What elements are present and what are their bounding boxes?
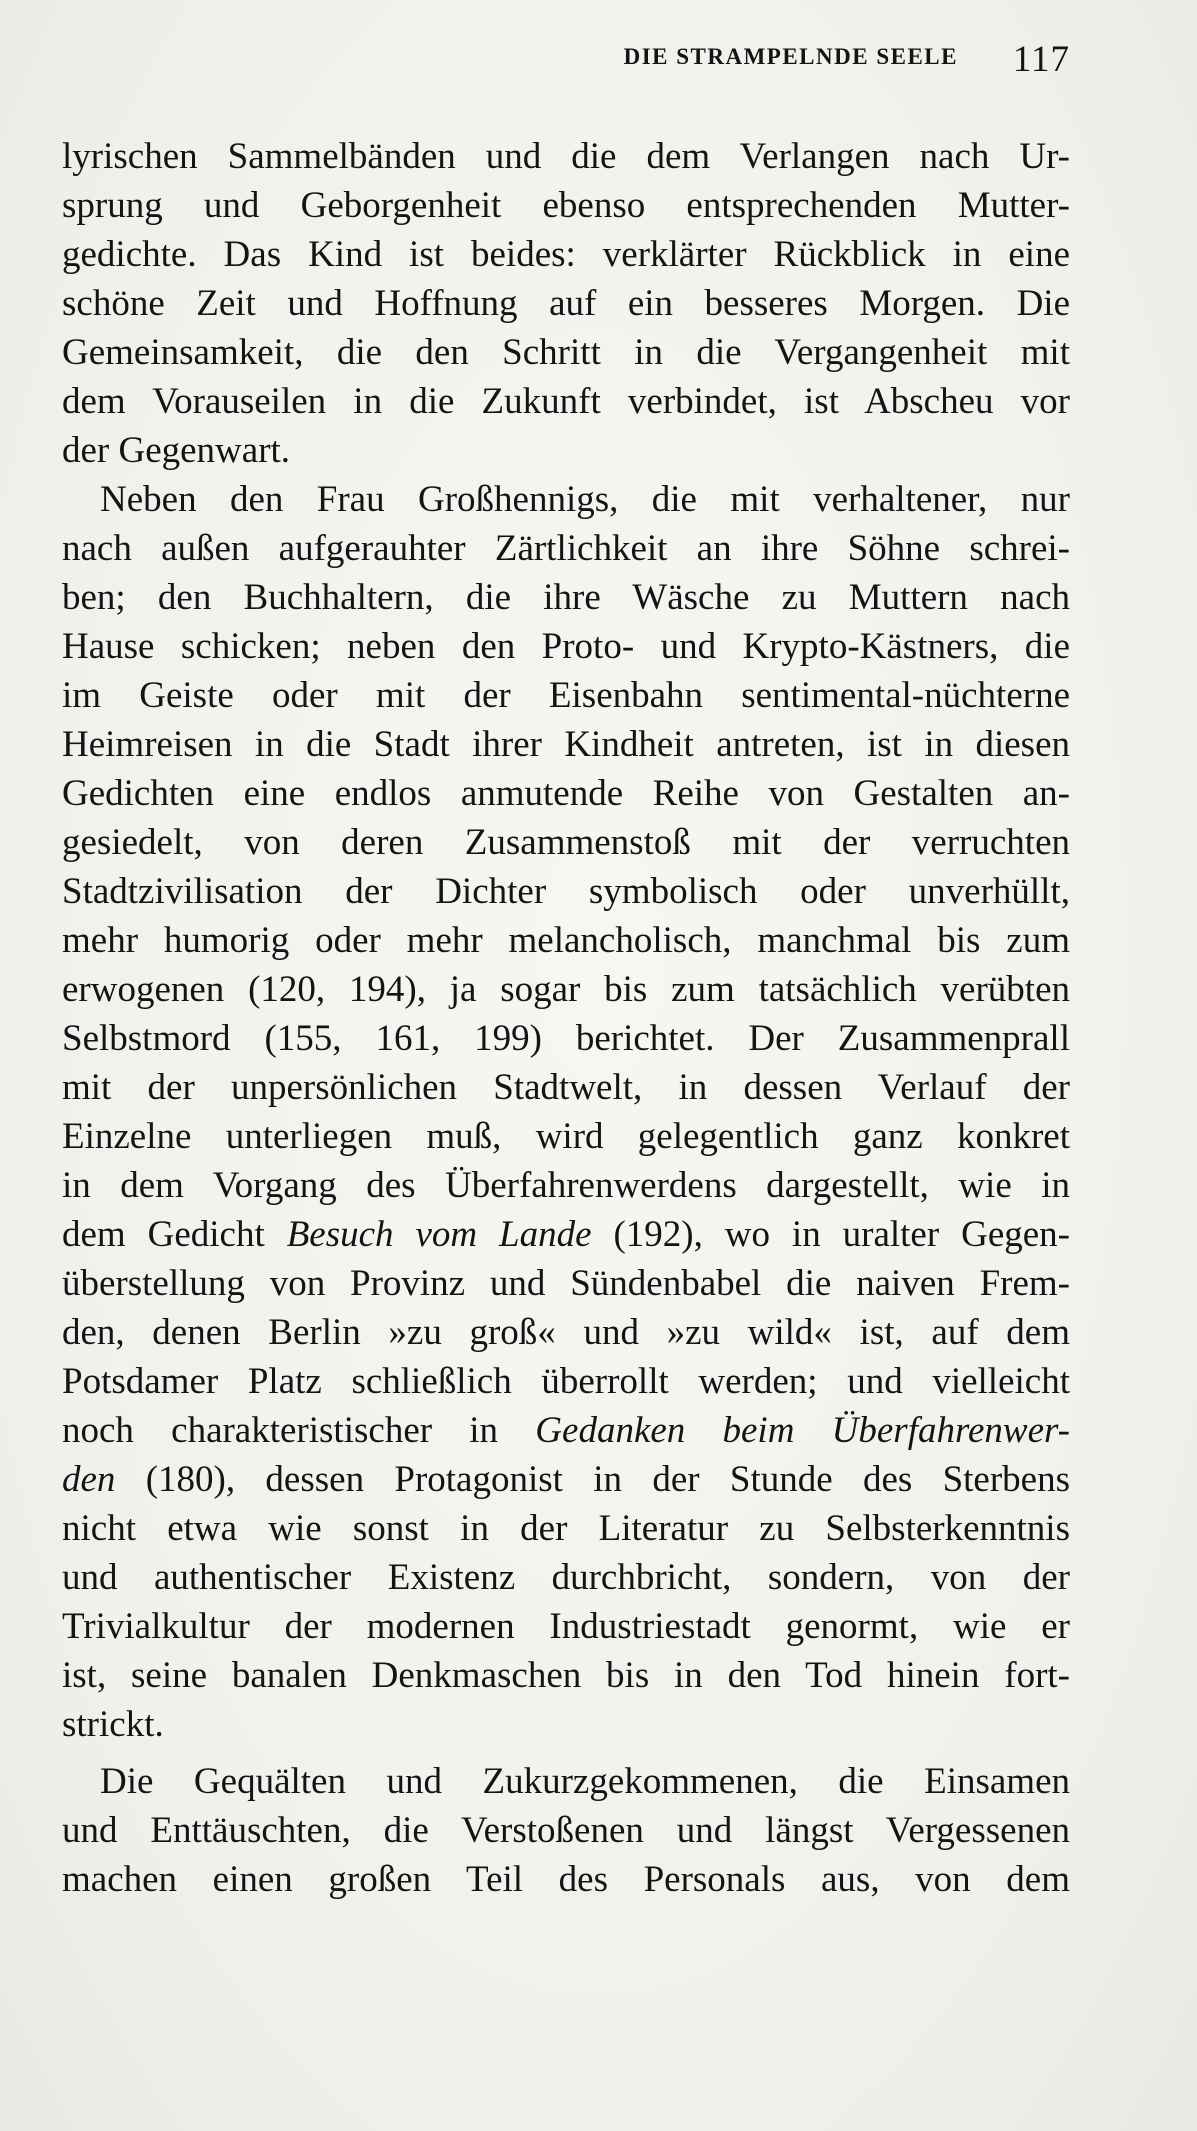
text-line: Neben den Frau Großhennigs, die mit verhaltener, nur	[100, 479, 1070, 520]
body-text	[62, 132, 1070, 1904]
text-line: Einzelne unterliegen muß, wird gelegentlich ganz konkret	[62, 1116, 1070, 1157]
text-line: Heimreisen in die Stadt ihrer Kindheit antreten, ist in diesen	[62, 724, 1070, 765]
text-line: gedichte. Das Kind ist beides: verklärter Rückblick in eine	[62, 234, 1070, 275]
text-line: erwogenen (120, 194), ja sogar bis zum tatsächlich verübten	[62, 969, 1070, 1010]
text-line: nach außen aufgerauhter Zärtlichkeit an ihre Söhne schrei-	[62, 528, 1070, 569]
text-line: der Gegenwart.	[62, 430, 291, 471]
text-line: Gedichten eine endlos anmutende Reihe von Gestalten an-	[62, 773, 1070, 814]
text-line: machen einen großen Teil des Personals aus, von dem	[62, 1859, 1070, 1900]
text-line: dem Vorauseilen in die Zukunft verbindet, ist Abscheu vor	[62, 381, 1070, 422]
text-segment: noch charakteristischer in	[62, 1410, 536, 1451]
poem-title-besuch-vom-lande: Besuch vom Lande	[286, 1214, 592, 1255]
text-line: Stadtzivilisation der Dichter symbolisch oder unverhüllt,	[62, 871, 1070, 912]
text-line: Potsdamer Platz schließlich überrollt werden; und vielleicht	[62, 1361, 1070, 1402]
text-segment: (180), dessen Protagonist in der Stunde des Sterbens	[115, 1459, 1070, 1500]
text-line: mit der unpersönlichen Stadtwelt, in dessen Verlauf der	[62, 1067, 1070, 1108]
text-line: Trivialkultur der modernen Industriestadt genormt, wie er	[62, 1606, 1070, 1647]
poem-title-gedanken: Gedanken beim Überfahrenwer-	[535, 1410, 1071, 1451]
text-line: Hause schicken; neben den Proto- und Krypto-Kästners, die	[62, 626, 1070, 667]
text-line-mixed	[62, 1406, 1070, 1455]
text-line: lyrischen Sammelbänden und die dem Verlangen nach Ur-	[62, 136, 1070, 177]
text-line: in dem Vorgang des Überfahrenwerdens dargestellt, wie in	[62, 1165, 1070, 1206]
text-line: ist, seine banalen Denkmaschen bis in den Tod hinein fort-	[62, 1655, 1070, 1696]
paragraph-3	[62, 1757, 1070, 1904]
running-head	[60, 40, 1070, 80]
text-line: schöne Zeit und Hoffnung auf ein besseres Morgen. Die	[62, 283, 1070, 324]
paragraph-2	[62, 475, 1070, 1749]
text-line: Gemeinsamkeit, die den Schritt in die Vergangenheit mit	[62, 332, 1070, 373]
text-line: und authentischer Existenz durchbricht, sondern, von der	[62, 1557, 1070, 1598]
text-line: und Enttäuschten, die Verstoßenen und längst Vergessenen	[62, 1810, 1070, 1851]
text-line: im Geiste oder mit der Eisenbahn sentimental-nüchterne	[62, 675, 1070, 716]
running-title: DIE STRAMPELNDE SEELE	[623, 44, 958, 69]
paragraph-gap	[62, 1749, 1070, 1757]
text-segment: dem Gedicht	[62, 1214, 287, 1255]
text-line: den, denen Berlin »zu groß« und »zu wild« ist, auf dem	[62, 1312, 1070, 1353]
text-line: überstellung von Provinz und Sündenbabel die naiven Frem-	[62, 1263, 1070, 1304]
paragraph-1	[62, 132, 1070, 475]
page-number: 117	[1012, 39, 1070, 80]
text-line-mixed	[62, 1455, 1070, 1504]
text-line: strickt.	[62, 1704, 164, 1745]
text-line: sprung und Geborgenheit ebenso entsprechenden Mutter-	[62, 185, 1070, 226]
text-line-mixed	[62, 1210, 1070, 1259]
text-line: ben; den Buchhaltern, die ihre Wäsche zu Muttern nach	[62, 577, 1070, 618]
text-line: Die Gequälten und Zukurzgekommenen, die Einsamen	[100, 1761, 1070, 1802]
text-line: mehr humorig oder mehr melancholisch, manchmal bis zum	[62, 920, 1070, 961]
text-line: nicht etwa wie sonst in der Literatur zu Selbsterkenntnis	[62, 1508, 1070, 1549]
text-line: Selbstmord (155, 161, 199) berichtet. Der Zusammenprall	[62, 1018, 1070, 1059]
text-segment: (192), wo in uralter Gegen-	[591, 1214, 1070, 1255]
poem-title-gedanken-cont: den	[62, 1459, 116, 1500]
text-line: gesiedelt, von deren Zusammenstoß mit der verruchten	[62, 822, 1070, 863]
